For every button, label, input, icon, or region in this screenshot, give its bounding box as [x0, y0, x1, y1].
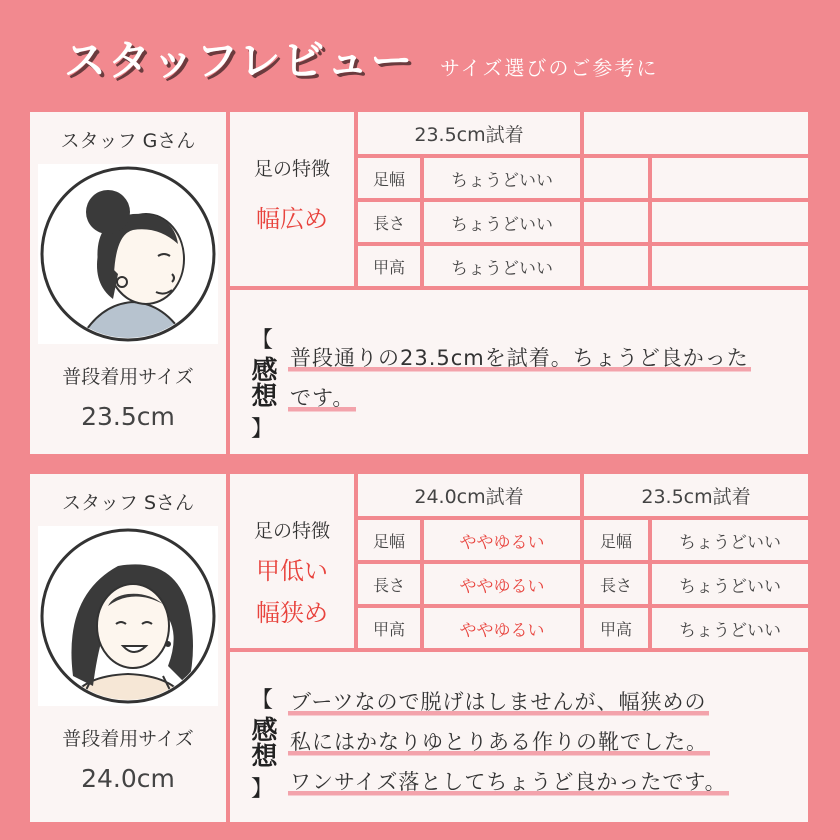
impression-label — [244, 326, 280, 445]
bracket-close: 】 — [250, 417, 273, 442]
empty-cell — [584, 158, 648, 198]
foot-feature-value: 幅広め — [256, 205, 328, 233]
impression-cell — [230, 290, 808, 454]
empty-trial-header — [584, 112, 808, 154]
impression-line: ワンサイズ落としてちょうど良かったです。 — [288, 766, 729, 798]
foot-feature-value: 幅狭め — [256, 599, 328, 627]
trial-size-header: 24.0cm試着 — [358, 474, 580, 516]
row-value-width: ややゆるい — [424, 520, 580, 560]
row-key-instep: 甲高 — [358, 608, 420, 648]
row-value-instep: ちょうどいい — [652, 608, 808, 648]
impression-label-text: 感想 — [247, 356, 277, 408]
staff-g-illustration — [38, 164, 218, 344]
row-key-instep: 甲高 — [584, 608, 648, 648]
row-key-width: 足幅 — [358, 520, 420, 560]
row-value-instep: ちょうどいい — [424, 246, 580, 286]
avatar — [38, 164, 218, 344]
usual-size-value: 24.0cm — [81, 764, 175, 793]
staff-name: スタッフ Gさん — [60, 130, 196, 152]
row-value-instep: ややゆるい — [424, 608, 580, 648]
impression-cell — [230, 652, 808, 822]
foot-feature-value: 甲低い — [256, 557, 328, 585]
empty-cell — [584, 202, 648, 242]
usual-size-label: 普段着用サイズ — [62, 366, 194, 388]
impression-line: 私にはかなりゆとりある作りの靴でした。 — [288, 726, 710, 758]
row-key-length: 長さ — [584, 564, 648, 604]
usual-size-label: 普段着用サイズ — [62, 728, 194, 750]
row-value-length: ちょうどいい — [424, 202, 580, 242]
row-value-length: ややゆるい — [424, 564, 580, 604]
staff-s-illustration — [38, 526, 218, 706]
impression-line: です。 — [288, 382, 356, 414]
review-card-staff-g — [30, 112, 808, 454]
row-key-instep: 甲高 — [358, 246, 420, 286]
empty-cell — [652, 246, 808, 286]
impression-line: ブーツなので脱げはしませんが、幅狭めの — [288, 686, 709, 718]
review-card-staff-s — [30, 474, 808, 822]
bracket-open: 【 — [250, 328, 273, 353]
staff-profile — [30, 474, 226, 822]
row-key-width: 足幅 — [358, 158, 420, 198]
trial-size-header: 23.5cm試着 — [358, 112, 580, 154]
foot-feature-cell — [230, 474, 354, 648]
bracket-open: 【 — [250, 688, 273, 713]
usual-size-value: 23.5cm — [81, 402, 175, 431]
empty-cell — [584, 246, 648, 286]
empty-cell — [652, 158, 808, 198]
impression-line: 普段通りの23.5cmを試着。ちょうど良かった — [288, 342, 751, 374]
row-key-length: 長さ — [358, 202, 420, 242]
staff-name: スタッフ Sさん — [61, 492, 195, 514]
foot-feature-cell — [230, 112, 354, 286]
foot-feature-label: 足の特徴 — [253, 520, 330, 542]
bracket-close: 】 — [250, 777, 273, 802]
impression-label — [244, 686, 280, 805]
row-value-width: ちょうどいい — [652, 520, 808, 560]
header — [0, 0, 840, 110]
row-value-width: ちょうどいい — [424, 158, 580, 198]
foot-feature-label: 足の特徴 — [253, 158, 330, 180]
empty-cell — [652, 202, 808, 242]
trial-size-header: 23.5cm試着 — [584, 474, 808, 516]
staff-profile — [30, 112, 226, 454]
row-key-length: 長さ — [358, 564, 420, 604]
row-key-width: 足幅 — [584, 520, 648, 560]
avatar — [38, 526, 218, 706]
page-title: スタッフレビュー — [64, 36, 415, 85]
row-value-length: ちょうどいい — [652, 564, 808, 604]
page-subtitle: サイズ選びのご参考に — [440, 56, 659, 80]
impression-label-text: 感想 — [247, 716, 277, 768]
